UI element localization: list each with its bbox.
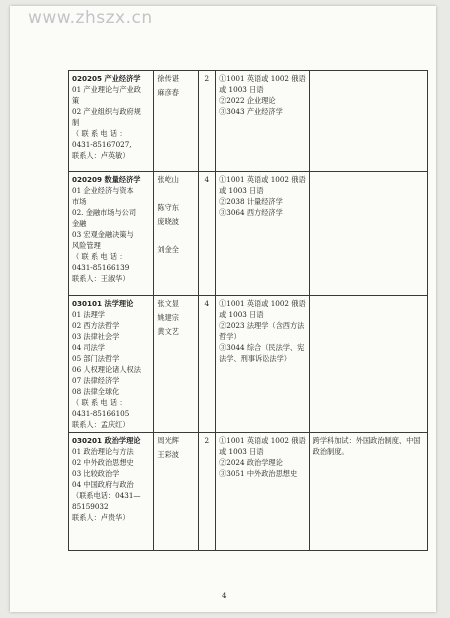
- remark-text: 跨学科加试：外国政治制度、中国政治制度。: [312, 436, 421, 456]
- exam-subject: 或 1003 日语: [219, 310, 264, 319]
- table-row: [69, 296, 428, 433]
- remark-cell: [309, 71, 427, 172]
- exam-subject: 或 1003 日语: [219, 186, 264, 195]
- research-direction: 制: [72, 118, 80, 127]
- research-direction: 06 人权理论诸人权法: [72, 365, 141, 374]
- research-direction: （ 联 系 电 话 ：: [72, 398, 127, 407]
- exam-subject: ②2022 企业理论: [219, 96, 276, 105]
- research-direction: 联系人：孟庆红）: [72, 420, 130, 429]
- document-page: [10, 6, 436, 612]
- exam-subjects-cell: [216, 172, 310, 296]
- remark-cell: [309, 296, 427, 433]
- research-direction: 04 中国政府与政治: [72, 480, 134, 489]
- research-direction: 08 法律全球化: [72, 387, 120, 396]
- supervisor-cell: [154, 296, 198, 433]
- research-direction: （ 联 系 电 话 ：: [72, 252, 127, 261]
- major-title: 020205 产业经济学: [72, 74, 141, 83]
- exam-subject: ②2023 法理学（含西方法: [219, 321, 305, 330]
- research-direction: 02 西方法哲学: [72, 321, 120, 330]
- remark-cell: [309, 172, 427, 296]
- supervisor-name: 周光辉: [157, 436, 179, 445]
- supervisor-name: 张文显: [157, 299, 179, 308]
- table-row: [69, 172, 428, 296]
- exam-subject: 法学、刑事诉讼法学）: [219, 354, 291, 363]
- supervisor-name: 麻彦春: [157, 88, 179, 97]
- supervisor-name: [157, 188, 194, 199]
- research-direction: 03 比较政治学: [72, 469, 120, 478]
- research-direction: 02. 金融市场与公司: [72, 208, 137, 217]
- exam-subjects-cell: [216, 433, 310, 551]
- research-direction: 金融: [72, 219, 87, 228]
- watermark: www.zhszx.cn: [28, 8, 153, 28]
- research-direction: 联系人：卢英敏）: [72, 151, 130, 160]
- program-table: [68, 70, 428, 551]
- exam-subject: 哲学）: [219, 332, 241, 341]
- research-direction: 0431-85167027,: [72, 140, 132, 149]
- exam-subjects-cell: [216, 71, 310, 172]
- supervisor-cell: [154, 433, 198, 551]
- research-direction: 04 司法学: [72, 343, 105, 352]
- exam-subject: ②2024 政治学理论: [219, 458, 283, 467]
- research-direction: 市场: [72, 197, 87, 206]
- major-cell: [69, 71, 154, 172]
- supervisor-cell: [154, 172, 198, 296]
- research-direction: 01 法理学: [72, 310, 105, 319]
- supervisor-name: 刘金全: [157, 245, 179, 254]
- research-direction: 02 中外政治思想史: [72, 458, 134, 467]
- exam-subject: ③3043 产业经济学: [219, 107, 283, 116]
- exam-subject: ②2038 计量经济学: [219, 197, 283, 206]
- major-title: 030101 法学理论: [72, 299, 134, 308]
- research-direction: 05 部门法哲学: [72, 354, 120, 363]
- research-direction: 85159032: [72, 502, 109, 511]
- supervisor-name: 王彩波: [157, 450, 179, 459]
- research-direction: （ 联 系 电 话 ：: [72, 129, 127, 138]
- exam-subjects-cell: [216, 296, 310, 433]
- major-title: 020209 数量经济学: [72, 175, 141, 184]
- exam-subject: ③3044 综合（民法学、宪: [219, 343, 305, 352]
- exam-subject: ①1001 英语或 1002 俄语: [219, 175, 306, 184]
- supervisor-name: [157, 230, 194, 241]
- supervisor-name: 陈守东: [157, 203, 179, 212]
- supervisor-name: 黄文艺: [157, 327, 179, 336]
- major-title: 030201 政治学理论: [72, 436, 141, 445]
- exam-subject: ③3064 西方经济学: [219, 208, 283, 217]
- research-direction: 07 法律经济学: [72, 376, 120, 385]
- exam-subject: ①1001 英语或 1002 俄语: [219, 299, 306, 308]
- major-cell: [69, 172, 154, 296]
- supervisor-cell: [154, 71, 198, 172]
- supervisor-name: 徐传谌: [157, 74, 179, 83]
- supervisor-name: 庞晓波: [157, 217, 179, 226]
- research-direction: 01 产业理论与产业政: [72, 85, 141, 94]
- exam-subject: 或 1003 日语: [219, 85, 264, 94]
- supervisor-name: 姚建宗: [157, 313, 179, 322]
- research-direction: 02 产业组织与政府规: [72, 107, 141, 116]
- enrollment-quota: 2: [198, 433, 215, 551]
- research-direction: 01 政治理论与方法: [72, 447, 134, 456]
- table-row: [69, 433, 428, 551]
- exam-subject: ①1001 英语或 1002 俄语: [219, 74, 306, 83]
- exam-subject: ①1001 英语或 1002 俄语: [219, 436, 306, 445]
- research-direction: 联系人：卢贵华）: [72, 513, 130, 522]
- research-direction: 03 法律社会学: [72, 332, 120, 341]
- research-direction: 0431-85166105: [72, 409, 130, 418]
- enrollment-quota: 4: [198, 172, 215, 296]
- page-number: 4: [222, 592, 227, 600]
- research-direction: 0431-85166139: [72, 263, 130, 272]
- enrollment-quota: 4: [198, 296, 215, 433]
- table-row: [69, 71, 428, 172]
- research-direction: （联系电话：0431—: [72, 491, 141, 500]
- research-direction: 策: [72, 96, 80, 105]
- major-cell: [69, 433, 154, 551]
- research-direction: 01 企业经济与资本: [72, 186, 134, 195]
- research-direction: 联系人：王淑华）: [72, 274, 130, 283]
- major-cell: [69, 296, 154, 433]
- exam-subject: ③3051 中外政治思想史: [219, 469, 298, 478]
- exam-subject: 或 1003 日语: [219, 447, 264, 456]
- supervisor-name: 张屹山: [157, 175, 179, 184]
- research-direction: 风险管理: [72, 241, 101, 250]
- research-direction: 03 宏观金融决策与: [72, 230, 134, 239]
- remark-cell: [309, 433, 427, 551]
- enrollment-quota: 2: [198, 71, 215, 172]
